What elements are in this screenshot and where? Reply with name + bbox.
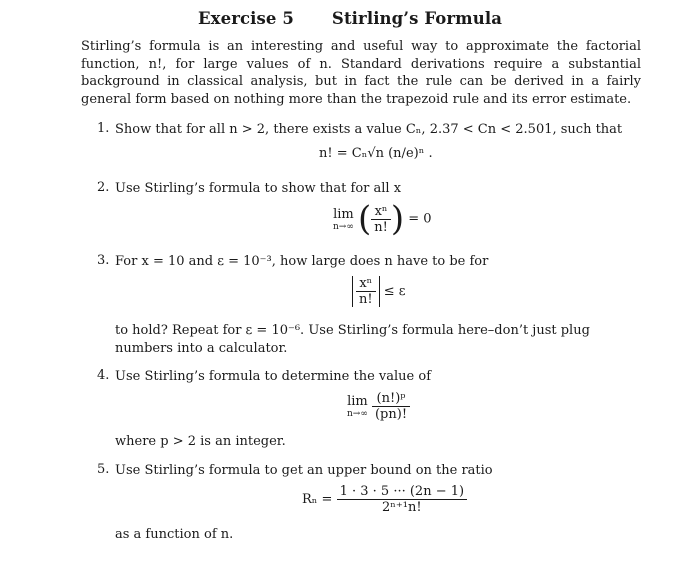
item-3-text: For x = 10 and ε = 10⁻³, how large does n have to be for [115, 254, 489, 269]
item-5-numerator: 1 · 3 · 5 ··· (2n − 1) [339, 484, 465, 499]
item-4-lim-sub: n→∞ [347, 409, 368, 419]
item-3-after: to hold? Repeat for ε = 10⁻⁶. Use Stirling’s formula here–don’t just plug numbers into a calculator. [115, 323, 590, 356]
item-1-formula: n! = Cₙ√n (n/e)ⁿ . [319, 146, 433, 161]
item-3-numerator: xⁿ [359, 276, 373, 291]
item-2-denominator: n! [371, 219, 391, 235]
item-5-fraction [337, 484, 467, 515]
item-3-number: 3. [97, 253, 110, 268]
item-5-text: Use Stirling’s formula to get an upper bound on the ratio [115, 463, 493, 478]
item-2-lim: lim [333, 206, 354, 222]
exercise-number: Exercise 5 [197, 9, 294, 28]
item-2-limit [333, 199, 432, 239]
page-title [0, 9, 700, 28]
item-3-denominator: n! [356, 291, 376, 307]
item-4-fraction [372, 391, 410, 422]
item-4-number: 4. [97, 368, 110, 383]
item-4-numerator: (n!)ᵖ [376, 391, 406, 406]
item-3-abs [352, 276, 380, 307]
item-3-inequality [352, 276, 406, 307]
item-4-limit [347, 391, 410, 422]
item-5-lhs: Rₙ = [302, 492, 333, 507]
item-5-after: as a function of n. [115, 527, 234, 542]
right-paren: ) [390, 199, 405, 239]
item-2-lim-sub: n→∞ [333, 221, 354, 232]
item-4-text: Use Stirling’s formula to determine the value of [115, 369, 432, 384]
item-2-text: Use Stirling’s formula to show that for all x [115, 181, 402, 196]
item-2-rhs: = 0 [408, 211, 432, 227]
intro-paragraph: Stirling’s formula is an interesting and useful way to approximate the factorial function, n!, for large values of n. Standard derivations require a substantial background in classical analysis, but in fact the rule can be derived in a fairly general form based on nothing more than the trapezoid rule and its error estimate. [81, 39, 641, 107]
item-4-after: where p > 2 is an integer. [115, 434, 286, 449]
item-5-ratio [302, 484, 467, 515]
left-paren: ( [357, 199, 372, 239]
item-4-denominator: (pn)! [372, 406, 410, 422]
item-3-rhs: ≤ ε [383, 284, 406, 299]
item-4-lim: lim [347, 394, 368, 409]
item-2-number: 2. [97, 180, 110, 195]
item-2-fraction [371, 204, 391, 235]
item-5-number: 5. [97, 462, 110, 477]
item-5-denominator: 2ⁿ⁺¹n! [337, 499, 467, 515]
exercise-name: Stirling’s Formula [331, 9, 502, 28]
item-1-text: Show that for all n > 2, there exists a value Cₙ, 2.37 < Cn < 2.501, such that [115, 122, 623, 137]
item-2-numerator: xⁿ [374, 203, 388, 219]
item-1-number: 1. [97, 121, 110, 136]
item-3-fraction [356, 276, 376, 307]
